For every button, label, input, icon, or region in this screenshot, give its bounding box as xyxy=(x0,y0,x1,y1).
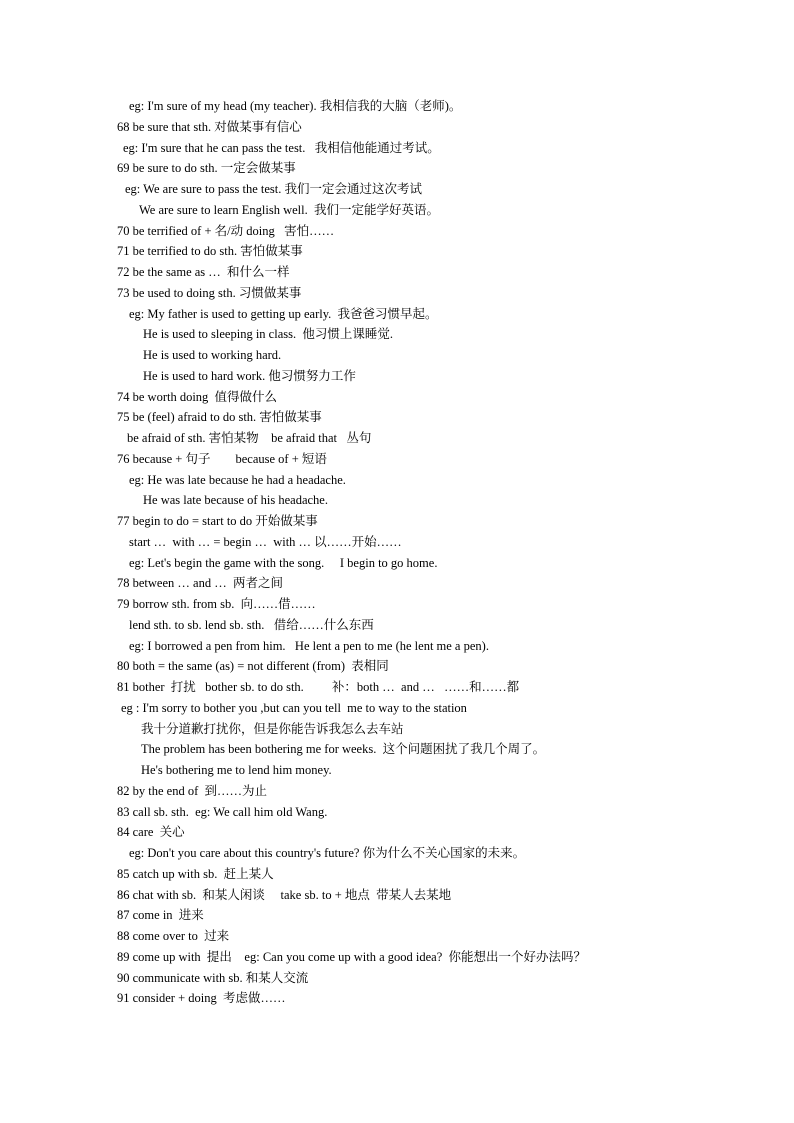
text-line: 88 come over to 过来 xyxy=(117,929,230,943)
text-line: eg: He was late because he had a headache. xyxy=(129,472,346,487)
text-line: 83 call sb. sth. eg: We call him old Wang. xyxy=(117,804,328,819)
text-line: He was late because of his headache. xyxy=(143,493,328,508)
text-line: be afraid of sth. 害怕某物 be afraid that 丛句 xyxy=(127,431,372,445)
text-line: 73 be used to doing sth. 习惯做某事 xyxy=(117,285,302,300)
text-line: 75 be (feel) afraid to do sth. 害怕做某事 xyxy=(117,410,322,425)
text-line: We are sure to learn English well. 我们一定能学好英语。 xyxy=(139,202,439,217)
text-line: 82 by the end of 到……为止 xyxy=(117,783,267,798)
text-line: eg: Let's begin the game with the song. I begin to go home. xyxy=(129,555,438,570)
text-line: The problem has been bothering me for weeks. 这个问题困扰了我几个周了。 xyxy=(141,742,546,757)
text-line: 72 be the same as … 和什么一样 xyxy=(117,265,290,279)
text-line: 78 between … and … 两者之间 xyxy=(117,576,283,591)
text-line: He's bothering me to lend him money. xyxy=(141,763,332,777)
text-line: 74 be worth doing 值得做什么 xyxy=(117,389,278,404)
text-line: 76 because + 句子 because of + 短语 xyxy=(117,451,327,466)
text-line: 我十分道歉打扰你，但是你能告诉我怎么去车站 xyxy=(141,721,404,736)
text-line: 87 come in 进来 xyxy=(117,908,204,923)
text-line: 89 come up with 提出 eg: Can you come up with a good idea? 你能想出一个好办法吗？ xyxy=(117,949,587,964)
text-line: 84 care 关心 xyxy=(117,825,185,840)
document-body xyxy=(117,96,677,1009)
text-line: 69 be sure to do sth. 一定会做某事 xyxy=(117,161,296,176)
text-line: lend sth. to sb. lend sb. sth. 借给……什么东西 xyxy=(129,617,374,632)
text-line: eg: Don't you care about this country's future? 你为什么不关心国家的未来。 xyxy=(129,846,526,860)
text-line: 85 catch up with sb. 赶上某人 xyxy=(117,866,274,881)
text-line: eg: I'm sure of my head (my teacher). 我相信我的大脑（老师)。 xyxy=(129,99,462,113)
text-line: He is used to hard work. 他习惯努力工作 xyxy=(143,368,356,383)
text-line: 90 communicate with sb. 和某人交流 xyxy=(117,970,309,985)
text-line: He is used to sleeping in class. 他习惯上课睡觉. xyxy=(143,327,393,342)
text-line: 77 begin to do = start to do 开始做某事 xyxy=(117,514,318,528)
text-line: start … with … = begin … with … 以……开始…… xyxy=(129,534,402,549)
text-line: eg: We are sure to pass the test. 我们一定会通过这次考试 xyxy=(125,182,422,196)
text-line: 81 bother 打扰 bother sb. to do sth. 补：both … and … ……和……都 xyxy=(117,680,520,694)
text-line: eg: My father is used to getting up early. 我爸爸习惯早起。 xyxy=(129,306,438,321)
text-line: 71 be terrified to do sth. 害怕做某事 xyxy=(117,244,303,259)
text-line: He is used to working hard. xyxy=(143,348,282,362)
text-line: 68 be sure that sth. 对做某事有信心 xyxy=(117,119,302,134)
text-line: 86 chat with sb. 和某人闲谈 take sb. to + 地点 带某人去某地 xyxy=(117,887,452,902)
text-line: 70 be terrified of + 名/动 doing 害怕…… xyxy=(117,223,335,238)
text-line: eg: I borrowed a pen from him. He lent a pen to me (he lent me a pen). xyxy=(129,638,489,653)
text-line: 79 borrow sth. from sb. 向……借…… xyxy=(117,597,316,611)
text-line: 80 both = the same (as) = not different (from) 表相同 xyxy=(117,659,389,674)
text-line: eg: I'm sure that he can pass the test. 我相信他能通过考试。 xyxy=(123,140,440,155)
text-line: 91 consider + doing 考虑做…… xyxy=(117,991,286,1006)
text-line: eg : I'm sorry to bother you ,but can you tell me to way to the station xyxy=(121,700,467,715)
